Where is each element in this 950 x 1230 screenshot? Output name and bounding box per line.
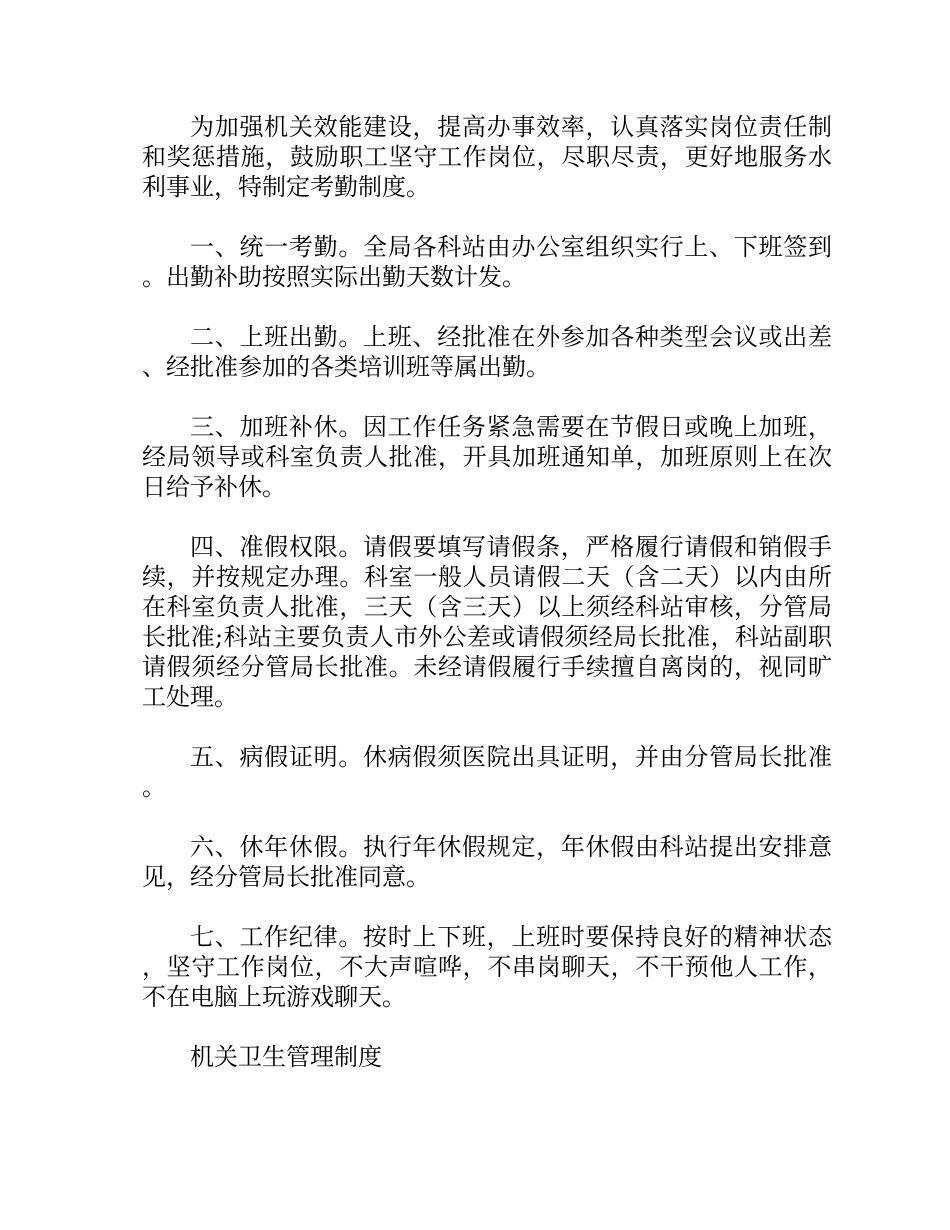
clause-leave-authority: 四、准假权限。请假要填写请假条，严格履行请假和销假手续，并按规定办理。科室一般人员请假二天（含二天）以内由所在科室负责人批准，三天（含三天）以上须经科站审核，分管局长批准;科站主要负责人市外公差或请假须经局长批准，科站副职请假须经分管局长批准。未经请假履行手续擅自离岗的，视同旷工处理。 xyxy=(142,533,832,711)
clause-sick-leave: 五、病假证明。休病假须医院出具证明，并由分管局长批准。 xyxy=(142,743,832,801)
clause-overtime-compensation: 三、加班补休。因工作任务紧急需要在节假日或晚上加班，经局领导或科室负责人批准，开具加班通知单，加班原则上在次日给予补休。 xyxy=(142,413,832,501)
clause-unified-attendance: 一、统一考勤。全局各科站由办公室组织实行上、下班签到。出勤补助按照实际出勤天数计发。 xyxy=(142,233,832,291)
clause-annual-leave: 六、休年休假。执行年休假规定，年休假由科站提出安排意见，经分管局长批准同意。 xyxy=(142,833,832,891)
clause-work-discipline: 七、工作纪律。按时上下班，上班时要保持良好的精神状态，坚守工作岗位，不大声喧哗，不串岗聊天，不干预他人工作，不在电脑上玩游戏聊天。 xyxy=(142,923,832,1011)
clause-work-attendance: 二、上班出勤。上班、经批准在外参加各种类型会议或出差、经批准参加的各类培训班等属出勤。 xyxy=(142,323,832,381)
document-body xyxy=(142,112,832,1102)
section-heading-sanitation: 机关卫生管理制度 xyxy=(190,1043,382,1071)
intro-paragraph: 为加强机关效能建设，提高办事效率，认真落实岗位责任制和奖惩措施，鼓励职工坚守工作岗位，尽职尽责，更好地服务水利事业，特制定考勤制度。 xyxy=(142,113,832,201)
